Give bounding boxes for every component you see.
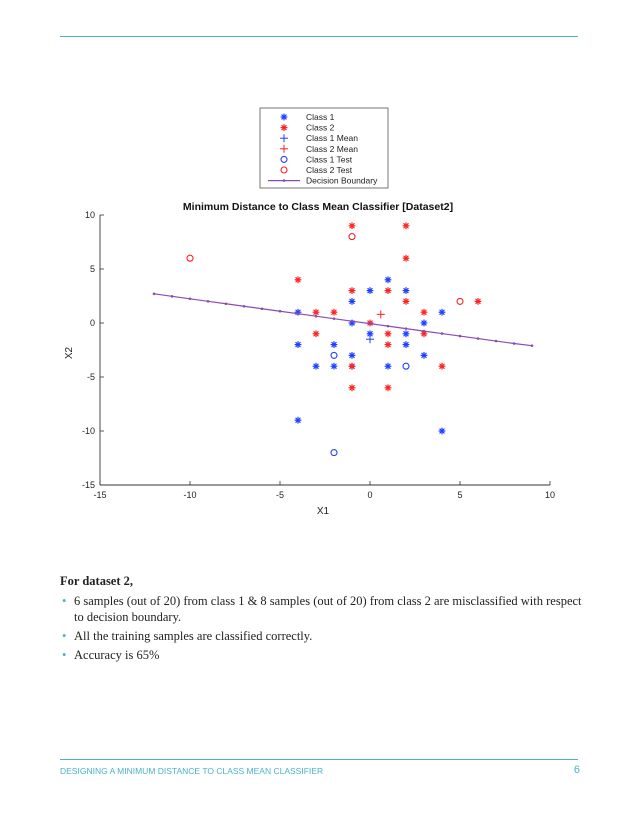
dot-marker	[405, 327, 408, 330]
x-tick-label: -5	[275, 490, 285, 500]
circle-marker	[331, 352, 337, 358]
legend-dot-icon	[283, 179, 286, 182]
dot-marker	[153, 293, 156, 296]
page-number: 6	[573, 764, 580, 776]
legend-marker-icon	[281, 124, 288, 131]
class-1-point	[295, 341, 302, 348]
body-text	[60, 574, 585, 666]
class-2-point	[475, 298, 482, 305]
y-tick-label: 0	[89, 318, 95, 328]
boundary-point	[225, 302, 228, 305]
circle-marker	[457, 298, 463, 304]
x-axis-label: X1	[316, 506, 330, 517]
class-1-point	[421, 352, 428, 359]
class-1-point	[403, 330, 410, 337]
legend-label: Class 1 Mean	[306, 133, 358, 144]
boundary-point	[351, 320, 354, 323]
class-1-point	[331, 363, 338, 370]
x-tick-label: -15	[93, 490, 107, 500]
boundary-point	[405, 327, 408, 330]
y-tick-label: -10	[81, 426, 95, 436]
list-item	[60, 593, 585, 625]
class-2-point	[385, 330, 392, 337]
dot-marker	[315, 315, 318, 318]
boundary-point	[369, 322, 372, 325]
boundary-point	[261, 307, 264, 310]
class-1-mean-point	[366, 335, 374, 343]
legend-label: Class 2 Test	[306, 165, 353, 175]
legend-label: Decision Boundary	[306, 175, 378, 186]
dot-marker	[225, 302, 228, 305]
class-1-test-point	[331, 450, 337, 456]
boundary-point	[513, 342, 516, 345]
circle-marker	[349, 234, 355, 240]
footer-title: DESIGNING A MINIMUM DISTANCE TO CLASS MEAN CLASSIFIER	[60, 766, 324, 776]
boundary-point	[189, 298, 192, 301]
x-tick-label: 5	[457, 490, 463, 500]
bullet-icon: •	[62, 629, 67, 643]
dot-marker	[531, 344, 534, 347]
boundary-point	[441, 332, 444, 335]
list-item-text: All the training samples are classified correctly.	[74, 629, 313, 643]
boundary-point	[333, 317, 336, 320]
scatter-chart	[60, 100, 570, 520]
header-rule	[60, 36, 578, 37]
y-tick-label: 10	[84, 210, 95, 220]
legend-label: Class 2	[306, 122, 335, 133]
boundary-point	[153, 293, 156, 296]
footer-rule	[60, 759, 578, 760]
class-2-point	[313, 309, 320, 316]
class-1-point	[439, 428, 446, 435]
boundary-point	[387, 325, 390, 328]
class-2-point	[439, 363, 446, 370]
class-2-point	[385, 287, 392, 294]
dot-marker	[171, 295, 174, 298]
dot-marker	[423, 330, 426, 333]
class-2-point	[349, 222, 356, 229]
class-1-point	[403, 341, 410, 348]
bullet-icon: •	[62, 648, 67, 662]
dot-marker	[369, 322, 372, 325]
figure	[60, 100, 570, 525]
boundary-point	[459, 335, 462, 338]
boundary-point	[477, 337, 480, 340]
y-axis-label: X2	[64, 346, 75, 360]
class-2-point	[403, 298, 410, 305]
circle-marker	[331, 450, 337, 456]
class-1-point	[313, 363, 320, 370]
class-1-point	[385, 276, 392, 283]
dot-marker	[243, 305, 246, 308]
class-2-point	[313, 330, 320, 337]
boundary-point	[279, 310, 282, 313]
class-1-point	[421, 320, 428, 327]
class-2-point	[349, 363, 356, 370]
dot-marker	[283, 179, 286, 182]
dot-marker	[261, 307, 264, 310]
class-1-point	[349, 352, 356, 359]
results-list	[60, 593, 585, 663]
class-2-point	[403, 222, 410, 229]
axes	[82, 210, 555, 500]
dataset-heading: For dataset 2,	[60, 574, 134, 588]
boundary-point	[297, 312, 300, 315]
dot-marker	[477, 337, 480, 340]
list-item-text: 6 samples (out of 20) from class 1 & 8 samples (out of 20) from class 2 are misclassified with respect to decision boundary.	[74, 594, 582, 624]
circle-marker	[403, 363, 409, 369]
list-item-text: Accuracy is 65%	[74, 648, 160, 662]
x-tick-label: 0	[367, 490, 373, 500]
class-2-point	[349, 384, 356, 391]
class-1-test-point	[331, 352, 337, 358]
dot-marker	[441, 332, 444, 335]
boundary-point	[171, 295, 174, 298]
class-2-point	[385, 341, 392, 348]
y-tick-label: -15	[81, 480, 95, 490]
boundary-point	[423, 330, 426, 333]
class-1-point	[349, 298, 356, 305]
class-2-point	[403, 255, 410, 262]
class-1-test-point	[403, 363, 409, 369]
y-tick-label: -5	[86, 372, 95, 382]
class-2-mean-point	[377, 310, 385, 318]
dot-marker	[207, 300, 210, 303]
boundary-point	[495, 340, 498, 343]
x-tick-label: -10	[183, 490, 197, 500]
class-1-point	[295, 417, 302, 424]
y-tick-label: 5	[89, 264, 95, 274]
class-1-point	[385, 363, 392, 370]
class-1-point	[367, 287, 374, 294]
circle-marker	[187, 255, 193, 261]
dot-marker	[495, 340, 498, 343]
legend	[260, 108, 388, 188]
legend-label: Class 2 Mean	[306, 143, 358, 154]
dot-marker	[387, 325, 390, 328]
class-1-point	[403, 287, 410, 294]
boundary-point	[243, 305, 246, 308]
class-2-test-point	[349, 234, 355, 240]
legend-marker-icon	[281, 114, 288, 121]
class-2-point	[421, 309, 428, 316]
bullet-icon: •	[62, 594, 67, 608]
dot-marker	[297, 312, 300, 315]
boundary-point	[315, 315, 318, 318]
list-item	[60, 647, 585, 663]
legend-label: Class 1 Test	[306, 154, 353, 165]
dot-marker	[351, 320, 354, 323]
data-marks	[153, 222, 534, 455]
class-1-point	[439, 309, 446, 316]
class-1-point	[331, 341, 338, 348]
chart-title: Minimum Distance to Class Mean Classifier [Dataset2]	[182, 201, 454, 213]
class-2-point	[295, 276, 302, 283]
class-2-test-point	[187, 255, 193, 261]
dot-marker	[333, 317, 336, 320]
class-2-test-point	[457, 298, 463, 304]
dot-marker	[513, 342, 516, 345]
class-2-point	[385, 384, 392, 391]
dot-marker	[279, 310, 282, 313]
legend-label: Class 1	[306, 112, 335, 122]
boundary-point	[531, 344, 534, 347]
class-2-point	[349, 287, 356, 294]
dot-marker	[189, 298, 192, 301]
class-2-point	[331, 309, 338, 316]
list-item	[60, 628, 585, 644]
boundary-point	[207, 300, 210, 303]
dot-marker	[459, 335, 462, 338]
x-tick-label: 10	[544, 490, 556, 500]
